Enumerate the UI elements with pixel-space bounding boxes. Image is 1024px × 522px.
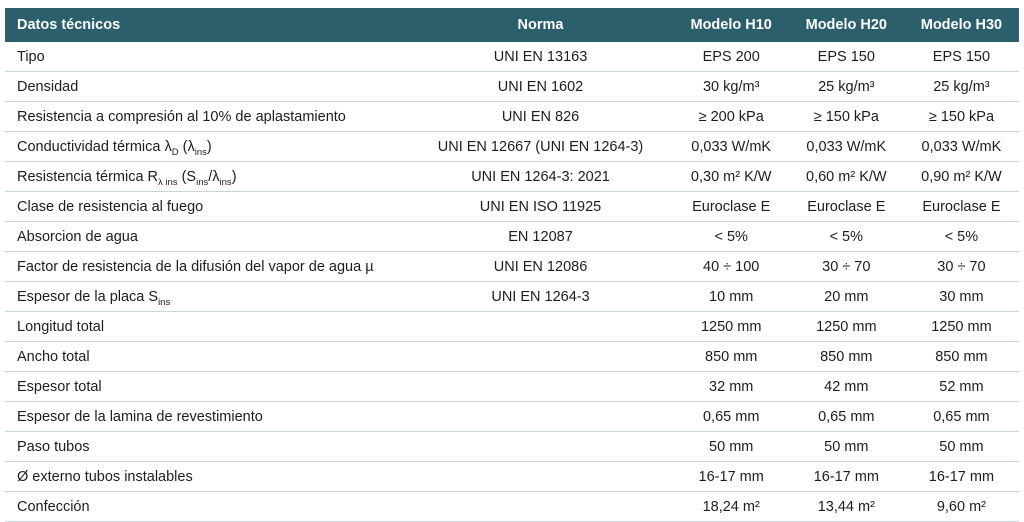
cell-norma: UNI EN 826 [407, 102, 673, 132]
cell-modelo-h10: EPS 200 [674, 42, 789, 72]
cell-datos-tecnicos: Confección [5, 492, 407, 522]
cell-modelo-h30: 30 ÷ 70 [904, 252, 1019, 282]
cell-modelo-h20: 1250 mm [789, 312, 904, 342]
cell-datos-tecnicos: Tipo [5, 42, 407, 72]
cell-norma: UNI EN 1264-3 [407, 282, 673, 312]
cell-modelo-h20: 50 mm [789, 432, 904, 462]
cell-modelo-h20: 0,65 mm [789, 402, 904, 432]
cell-modelo-h20: 30 ÷ 70 [789, 252, 904, 282]
cell-datos-tecnicos: Ø externo tubos instalables [5, 462, 407, 492]
cell-modelo-h20: 0,033 W/mK [789, 132, 904, 162]
cell-norma [407, 312, 673, 342]
table-row [5, 282, 1019, 312]
cell-modelo-h10: 16-17 mm [674, 462, 789, 492]
table-row [5, 42, 1019, 72]
table-header-row [5, 8, 1019, 42]
cell-modelo-h20: 16-17 mm [789, 462, 904, 492]
cell-norma: UNI EN 1264-3: 2021 [407, 162, 673, 192]
cell-modelo-h20: ≥ 150 kPa [789, 102, 904, 132]
cell-modelo-h20: < 5% [789, 222, 904, 252]
cell-norma: UNI EN 12667 (UNI EN 1264-3) [407, 132, 673, 162]
cell-norma: UNI EN ISO 11925 [407, 192, 673, 222]
cell-modelo-h30: 9,60 m² [904, 492, 1019, 522]
cell-modelo-h10: ≥ 200 kPa [674, 102, 789, 132]
table-row [5, 372, 1019, 402]
cell-modelo-h20: EPS 150 [789, 42, 904, 72]
column-header-modelo-h30: Modelo H30 [904, 8, 1019, 42]
cell-modelo-h30: EPS 150 [904, 42, 1019, 72]
cell-modelo-h30: 0,90 m² K/W [904, 162, 1019, 192]
column-header-norma: Norma [407, 8, 673, 42]
cell-modelo-h30: 50 mm [904, 432, 1019, 462]
cell-datos-tecnicos: Ancho total [5, 342, 407, 372]
column-header-modelo-h20: Modelo H20 [789, 8, 904, 42]
cell-modelo-h10: 18,24 m² [674, 492, 789, 522]
cell-datos-tecnicos: Conductividad térmica $\lambda_D$ $(\lambda_{ins})$ [5, 132, 407, 162]
cell-norma [407, 462, 673, 492]
cell-modelo-h10: 30 kg/m³ [674, 72, 789, 102]
table-row [5, 252, 1019, 282]
cell-modelo-h20: Euroclase E [789, 192, 904, 222]
cell-modelo-h10: 40 ÷ 100 [674, 252, 789, 282]
cell-modelo-h30: 0,033 W/mK [904, 132, 1019, 162]
cell-norma [407, 402, 673, 432]
cell-datos-tecnicos: Longitud total [5, 312, 407, 342]
cell-modelo-h10: 0,65 mm [674, 402, 789, 432]
cell-datos-tecnicos: Resistencia térmica $R_{\lambda ins}$ $(S_{ins}/\lambda_{ins})$ [5, 162, 407, 192]
cell-norma [407, 432, 673, 462]
cell-modelo-h10: < 5% [674, 222, 789, 252]
cell-datos-tecnicos: Espesor total [5, 372, 407, 402]
table-row [5, 72, 1019, 102]
cell-datos-tecnicos: Factor de resistencia de la difusión del vapor de agua µ [5, 252, 407, 282]
cell-modelo-h10: 0,033 W/mK [674, 132, 789, 162]
cell-modelo-h20: 20 mm [789, 282, 904, 312]
table-row [5, 162, 1019, 192]
cell-datos-tecnicos: Espesor de la placa $S_{ins}$ [5, 282, 407, 312]
table-row [5, 132, 1019, 162]
cell-modelo-h30: 30 mm [904, 282, 1019, 312]
cell-norma [407, 372, 673, 402]
cell-modelo-h20: 13,44 m² [789, 492, 904, 522]
cell-modelo-h20: 42 mm [789, 372, 904, 402]
column-header-datos-tecnicos: Datos técnicos [5, 8, 407, 42]
table-row [5, 102, 1019, 132]
table-row [5, 432, 1019, 462]
table-row [5, 462, 1019, 492]
cell-modelo-h20: 850 mm [789, 342, 904, 372]
column-header-modelo-h10: Modelo H10 [674, 8, 789, 42]
cell-modelo-h30: 1250 mm [904, 312, 1019, 342]
cell-modelo-h30: 25 kg/m³ [904, 72, 1019, 102]
cell-modelo-h30: < 5% [904, 222, 1019, 252]
cell-datos-tecnicos: Densidad [5, 72, 407, 102]
cell-modelo-h10: 0,30 m² K/W [674, 162, 789, 192]
table-row [5, 402, 1019, 432]
cell-norma [407, 492, 673, 522]
table-row [5, 342, 1019, 372]
table-row [5, 222, 1019, 252]
cell-modelo-h30: 0,65 mm [904, 402, 1019, 432]
table-body [5, 42, 1019, 522]
cell-norma: UNI EN 13163 [407, 42, 673, 72]
cell-modelo-h30: ≥ 150 kPa [904, 102, 1019, 132]
cell-norma: UNI EN 12086 [407, 252, 673, 282]
cell-datos-tecnicos: Clase de resistencia al fuego [5, 192, 407, 222]
technical-data-table [5, 8, 1019, 522]
cell-datos-tecnicos: Espesor de la lamina de revestimiento [5, 402, 407, 432]
cell-norma [407, 342, 673, 372]
cell-datos-tecnicos: Paso tubos [5, 432, 407, 462]
cell-datos-tecnicos: Resistencia a compresión al 10% de aplastamiento [5, 102, 407, 132]
cell-modelo-h20: 25 kg/m³ [789, 72, 904, 102]
cell-modelo-h10: Euroclase E [674, 192, 789, 222]
cell-datos-tecnicos: Absorcion de agua [5, 222, 407, 252]
cell-modelo-h10: 10 mm [674, 282, 789, 312]
cell-modelo-h30: 16-17 mm [904, 462, 1019, 492]
cell-modelo-h10: 1250 mm [674, 312, 789, 342]
cell-modelo-h20: 0,60 m² K/W [789, 162, 904, 192]
cell-norma: EN 12087 [407, 222, 673, 252]
cell-modelo-h10: 850 mm [674, 342, 789, 372]
cell-modelo-h30: 850 mm [904, 342, 1019, 372]
cell-modelo-h30: 52 mm [904, 372, 1019, 402]
table-row [5, 312, 1019, 342]
cell-modelo-h10: 32 mm [674, 372, 789, 402]
cell-modelo-h30: Euroclase E [904, 192, 1019, 222]
cell-norma: UNI EN 1602 [407, 72, 673, 102]
cell-modelo-h10: 50 mm [674, 432, 789, 462]
table-row [5, 192, 1019, 222]
table-header [5, 8, 1019, 42]
table-row [5, 492, 1019, 522]
